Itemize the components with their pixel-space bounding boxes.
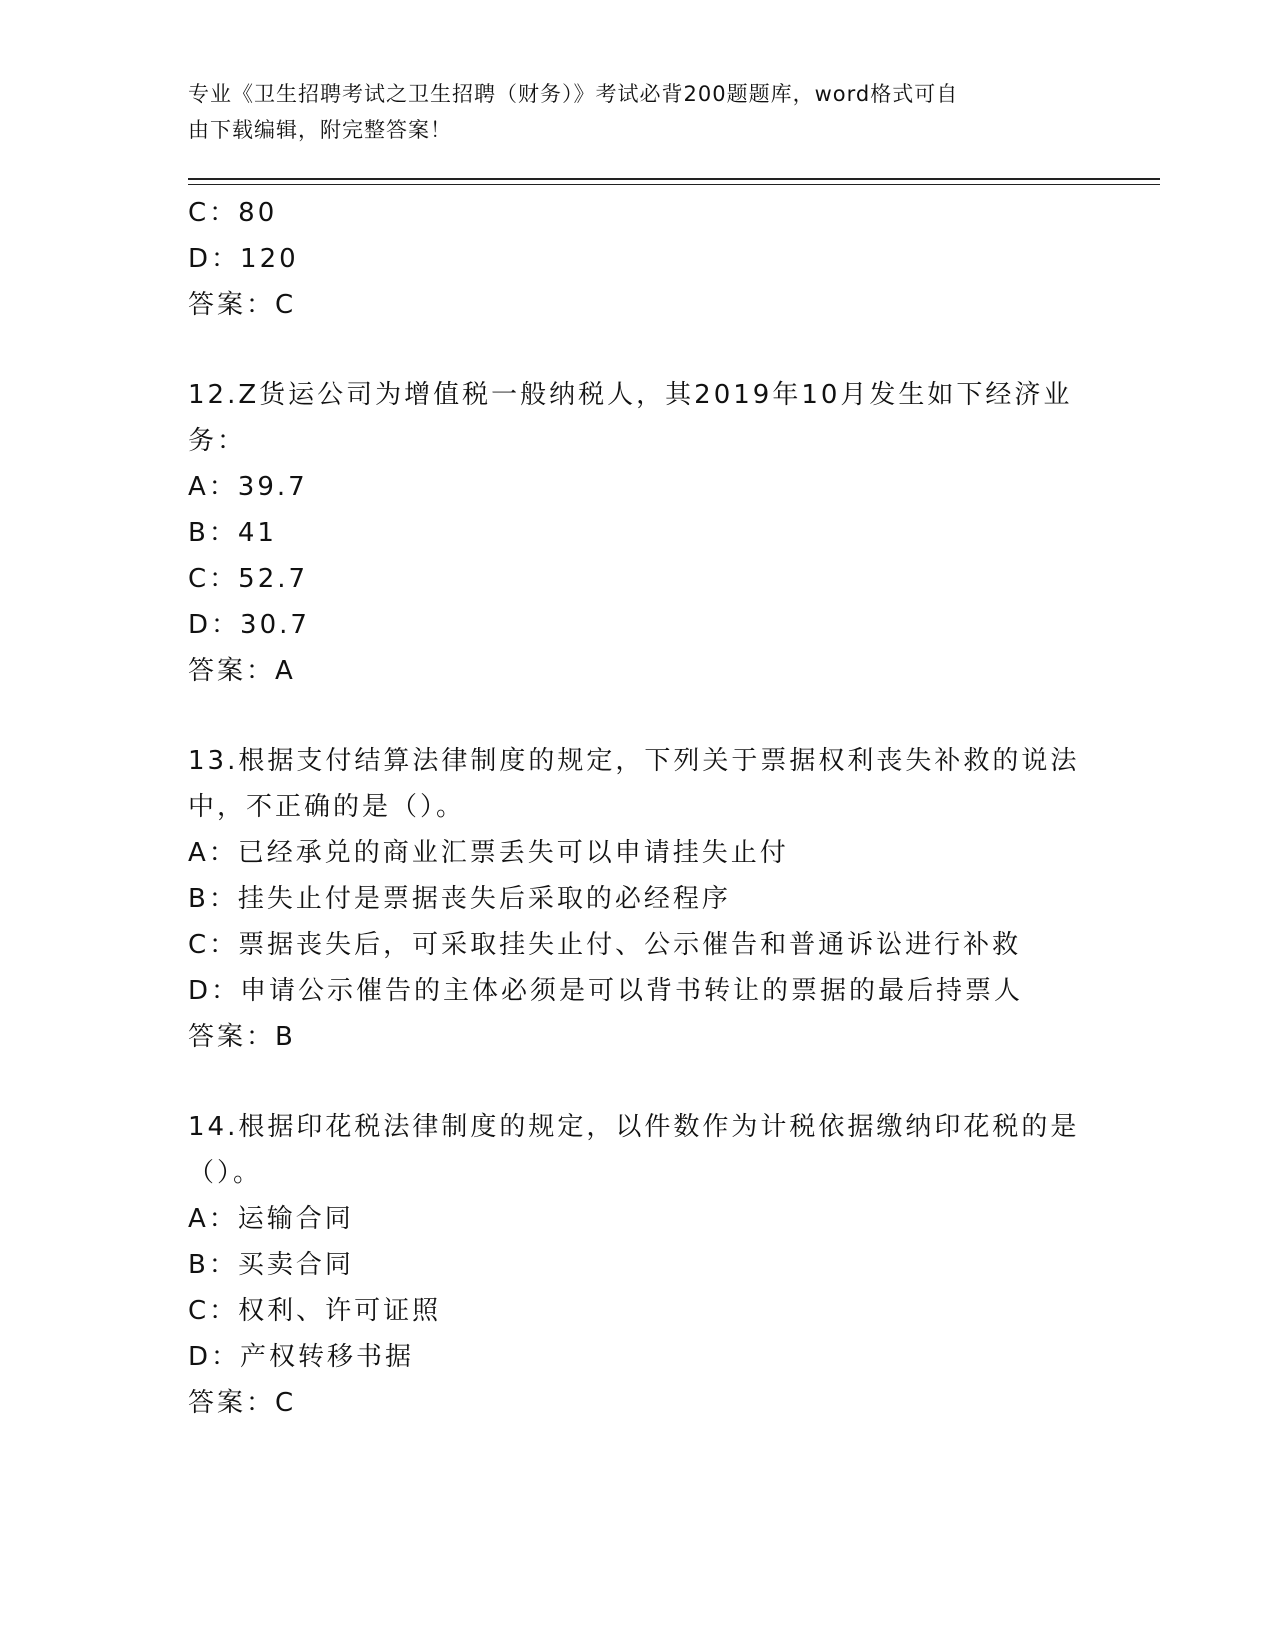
option-a: A：运输合同 [188, 1204, 354, 1234]
header-line-2: 由下载编辑，附完整答案！ [188, 118, 452, 142]
option-c: C：52.7 [188, 564, 309, 594]
question-text-line: 12.Z货运公司为增值税一般纳税人，其2019年10月发生如下经济业 [188, 380, 1073, 410]
option-c: C：权利、许可证照 [188, 1296, 442, 1326]
question-content [188, 190, 1088, 1426]
option-d: D：30.7 [188, 610, 310, 640]
option-b: B：买卖合同 [188, 1250, 354, 1280]
header-line-1: 专业《卫生招聘考试之卫生招聘（财务）》考试必背200题题库，word格式可自 [188, 82, 959, 106]
question-text-line: 14.根据印花税法律制度的规定，以件数作为计税依据缴纳印花税的是 [188, 1112, 1080, 1142]
option-c: C：80 [188, 198, 278, 228]
question-text-line: 中，不正确的是（）。 [188, 792, 466, 822]
question-13 [188, 738, 1088, 1060]
option-b: B：41 [188, 518, 277, 548]
previous-question-tail [188, 190, 1088, 328]
option-a: A：已经承兑的商业汇票丢失可以申请挂失止付 [188, 838, 789, 868]
option-d: D：申请公示催告的主体必须是可以背书转让的票据的最后持票人 [188, 976, 1024, 1006]
question-12 [188, 372, 1088, 694]
header-divider-thick [188, 178, 1160, 180]
option-d: D：120 [188, 244, 299, 274]
answer: 答案：B [188, 1022, 296, 1052]
answer: 答案：C [188, 1388, 297, 1418]
header-divider-thin [188, 184, 1160, 185]
question-text-line: （）。 [188, 1158, 263, 1188]
option-a: A：39.7 [188, 472, 308, 502]
question-text-line: 务： [188, 426, 247, 456]
answer: 答案：C [188, 290, 297, 320]
option-d: D：产权转移书据 [188, 1342, 415, 1372]
question-14 [188, 1104, 1088, 1426]
option-b: B：挂失止付是票据丧失后采取的必经程序 [188, 884, 731, 914]
question-text-line: 13.根据支付结算法律制度的规定，下列关于票据权利丧失补救的说法 [188, 746, 1080, 776]
answer: 答案：A [188, 656, 296, 686]
document-header [188, 76, 1088, 148]
option-c: C：票据丧失后，可采取挂失止付、公示催告和普通诉讼进行补救 [188, 930, 1022, 960]
